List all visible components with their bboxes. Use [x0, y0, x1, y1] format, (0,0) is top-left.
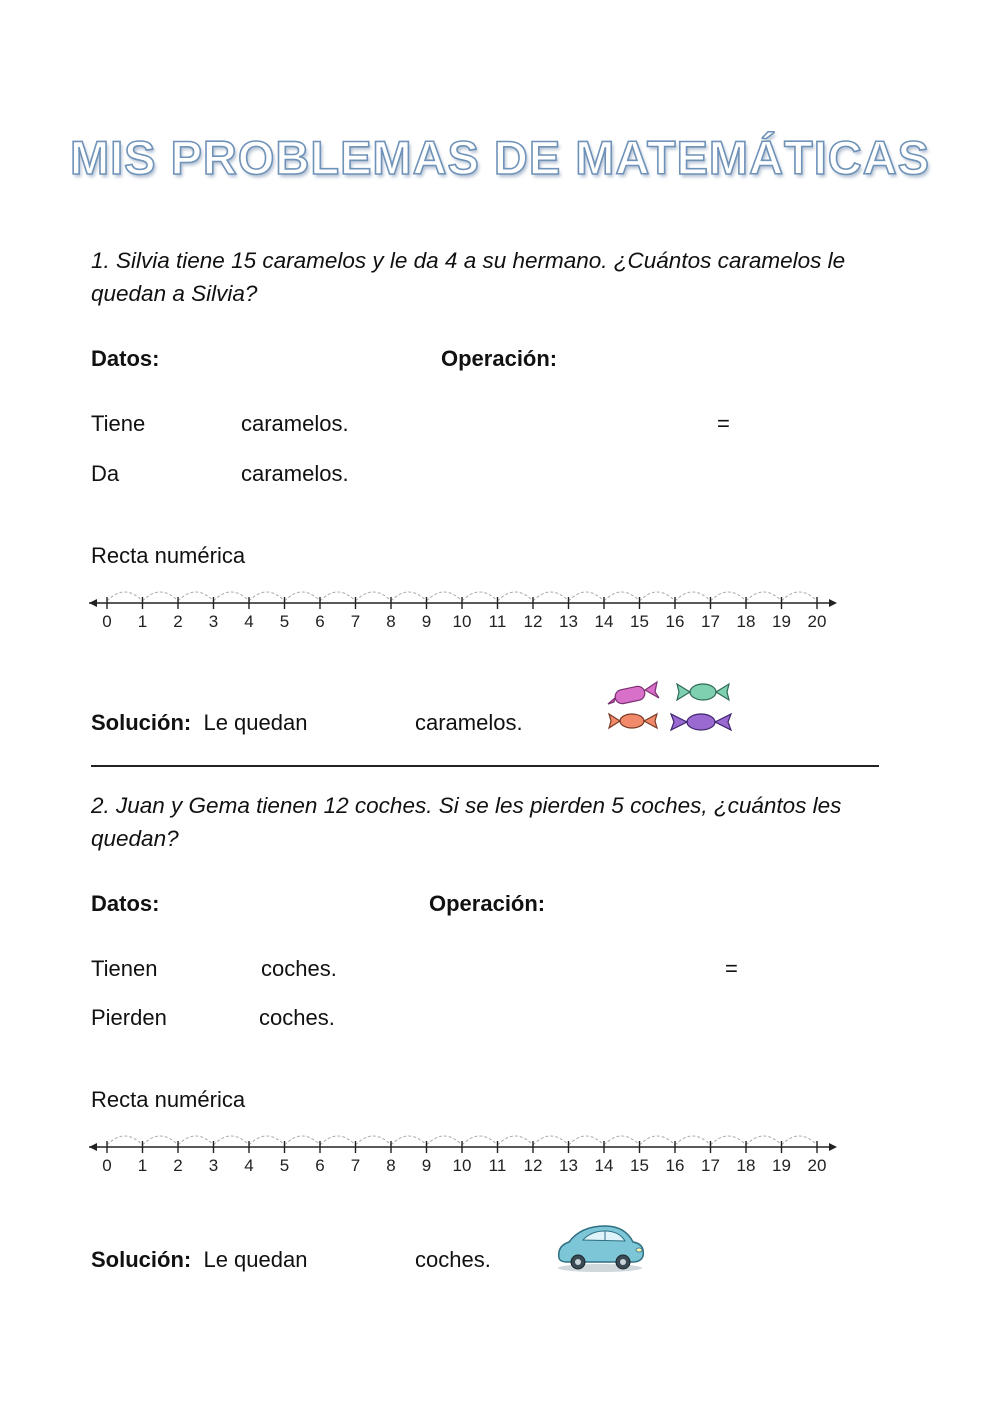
toy-car-icon [553, 1220, 648, 1275]
problem-1-datos-label: Datos: [91, 346, 160, 371]
hop-arc [391, 592, 427, 601]
problem-2-row1-unit: coches. [261, 956, 337, 981]
hop-arc [285, 592, 321, 601]
problem-2-equals-sign: = [725, 956, 738, 981]
hop-arc [320, 592, 356, 601]
hop-arc [178, 1136, 214, 1145]
problem-2-row2-unit: coches. [259, 1005, 335, 1030]
tick-label: 14 [594, 1156, 614, 1175]
tick-label: 9 [421, 612, 432, 631]
tick-label: 18 [736, 612, 756, 631]
right-arrow-icon [829, 599, 837, 607]
tick-label: 17 [701, 612, 720, 631]
problem-1-solucion-unit: caramelos. [415, 710, 523, 735]
pink-candy-icon [608, 682, 659, 705]
tick-label: 7 [350, 1156, 361, 1175]
tick-label: 19 [772, 612, 791, 631]
hop-arc [391, 1136, 427, 1145]
problem-2-recta-label: Recta numérica [91, 1087, 246, 1112]
tick-label: 8 [386, 612, 396, 631]
tick-label: 3 [208, 612, 219, 631]
hop-arc [675, 1136, 711, 1145]
tick-label: 6 [315, 612, 325, 631]
hop-arc [498, 592, 534, 601]
problem-1-number-line [85, 590, 845, 640]
hop-arc [214, 1136, 250, 1145]
green-candy-icon [677, 684, 729, 700]
tick-label: 3 [208, 1156, 219, 1175]
tick-label: 18 [736, 1156, 756, 1175]
hop-arc [249, 592, 285, 601]
right-arrow-icon [829, 1143, 837, 1151]
tick-label: 2 [173, 612, 183, 631]
problem-1-statement: 1. Silvia tiene 15 caramelos y le da 4 a su hermano. ¿Cuántos caramelos le quedan a Silvia? [91, 248, 846, 306]
problem-1-row1-unit: caramelos. [241, 411, 349, 436]
tick-label: 5 [279, 612, 290, 631]
hop-arc [462, 1136, 498, 1145]
tick-label: 19 [772, 1156, 791, 1175]
hop-arc [285, 1136, 321, 1145]
tick-label: 0 [102, 612, 112, 631]
hop-arc [640, 592, 676, 601]
hop-arc [640, 1136, 676, 1145]
tick-label: 13 [559, 1156, 578, 1175]
hop-arc [356, 1136, 392, 1145]
tick-label: 8 [386, 1156, 396, 1175]
tick-label: 5 [279, 1156, 290, 1175]
problem-2-row1-label: Tienen [91, 956, 158, 981]
hop-arc [604, 592, 640, 601]
tick-label: 14 [594, 612, 614, 631]
problem-2-datos-label: Datos: [91, 891, 160, 916]
problem-1-solucion-label: Solución: [91, 710, 192, 735]
tick-label: 11 [488, 1156, 507, 1175]
tick-label: 4 [244, 1156, 254, 1175]
tick-label: 17 [701, 1156, 720, 1175]
hop-arc [711, 592, 747, 601]
tick-label: 0 [102, 1156, 112, 1175]
tick-label: 12 [523, 612, 543, 631]
problem-1-row2-label: Da [91, 461, 120, 486]
tick-label: 6 [315, 1156, 325, 1175]
tick-label: 4 [244, 612, 254, 631]
tick-label: 1 [137, 1156, 148, 1175]
problem-2-statement: 2. Juan y Gema tienen 12 coches. Si se les pierden 5 coches, ¿cuántos les quedan? [91, 793, 842, 851]
hop-arc [711, 1136, 747, 1145]
purple-candy-icon [671, 714, 731, 730]
problem-2-solucion-row [91, 1246, 307, 1274]
hop-arc [356, 592, 392, 601]
tick-label: 11 [488, 612, 507, 631]
problem-2-solucion-unit: coches. [415, 1247, 491, 1272]
hop-arc [320, 1136, 356, 1145]
hop-arc [604, 1136, 640, 1145]
problem-1-recta-label: Recta numérica [91, 543, 246, 568]
left-arrow-icon [89, 1143, 97, 1151]
hop-arc [782, 592, 818, 601]
tick-label: 7 [350, 612, 361, 631]
candies-icon [605, 678, 735, 736]
tick-label: 1 [137, 612, 148, 631]
tick-label: 2 [173, 1156, 183, 1175]
left-arrow-icon [89, 599, 97, 607]
hop-arc [178, 592, 214, 601]
problem-1-equals-sign: = [717, 411, 730, 436]
hop-arc [462, 592, 498, 601]
hop-arc [533, 592, 569, 601]
hop-arc [143, 592, 179, 601]
problem-2-operacion-label: Operación: [429, 891, 546, 916]
orange-candy-icon [609, 714, 657, 728]
hop-arc [533, 1136, 569, 1145]
hop-arc [143, 1136, 179, 1145]
hop-arc [675, 592, 711, 601]
problem-1-solucion-text: Le quedan [203, 710, 308, 735]
hop-arc [746, 1136, 782, 1145]
problem-2-solucion-label: Solución: [91, 1247, 192, 1272]
page-title: MIS PROBLEMAS DE MATEMÁTICAS [69, 131, 931, 184]
hop-arc [107, 1136, 143, 1145]
hop-arc [782, 1136, 818, 1145]
hop-arc [427, 592, 463, 601]
tick-label: 10 [452, 1156, 472, 1175]
problem-2-row2-label: Pierden [91, 1005, 167, 1030]
problem-1-row2-unit: caramelos. [241, 461, 349, 486]
hop-arc [746, 592, 782, 601]
tick-label: 16 [665, 612, 685, 631]
hop-arc [107, 592, 143, 601]
problem-1-operacion-label: Operación: [441, 346, 558, 371]
tick-label: 9 [421, 1156, 432, 1175]
tick-label: 20 [807, 612, 827, 631]
tick-label: 16 [665, 1156, 685, 1175]
tick-label: 15 [630, 1156, 649, 1175]
tick-label: 15 [630, 612, 649, 631]
hop-arc [249, 1136, 285, 1145]
hop-arc [569, 592, 605, 601]
problem-2-number-line [85, 1134, 845, 1184]
hop-arc [498, 1136, 534, 1145]
tick-label: 10 [452, 612, 472, 631]
hop-arc [214, 592, 250, 601]
tick-label: 12 [523, 1156, 543, 1175]
hop-arc [569, 1136, 605, 1145]
problem-2-solucion-text: Le quedan [203, 1247, 308, 1272]
problem-1-solucion-row [91, 709, 307, 737]
problem-1-row1-label: Tiene [91, 411, 146, 436]
tick-label: 20 [807, 1156, 827, 1175]
tick-label: 13 [559, 612, 578, 631]
hop-arc [427, 1136, 463, 1145]
section-divider [91, 765, 879, 767]
